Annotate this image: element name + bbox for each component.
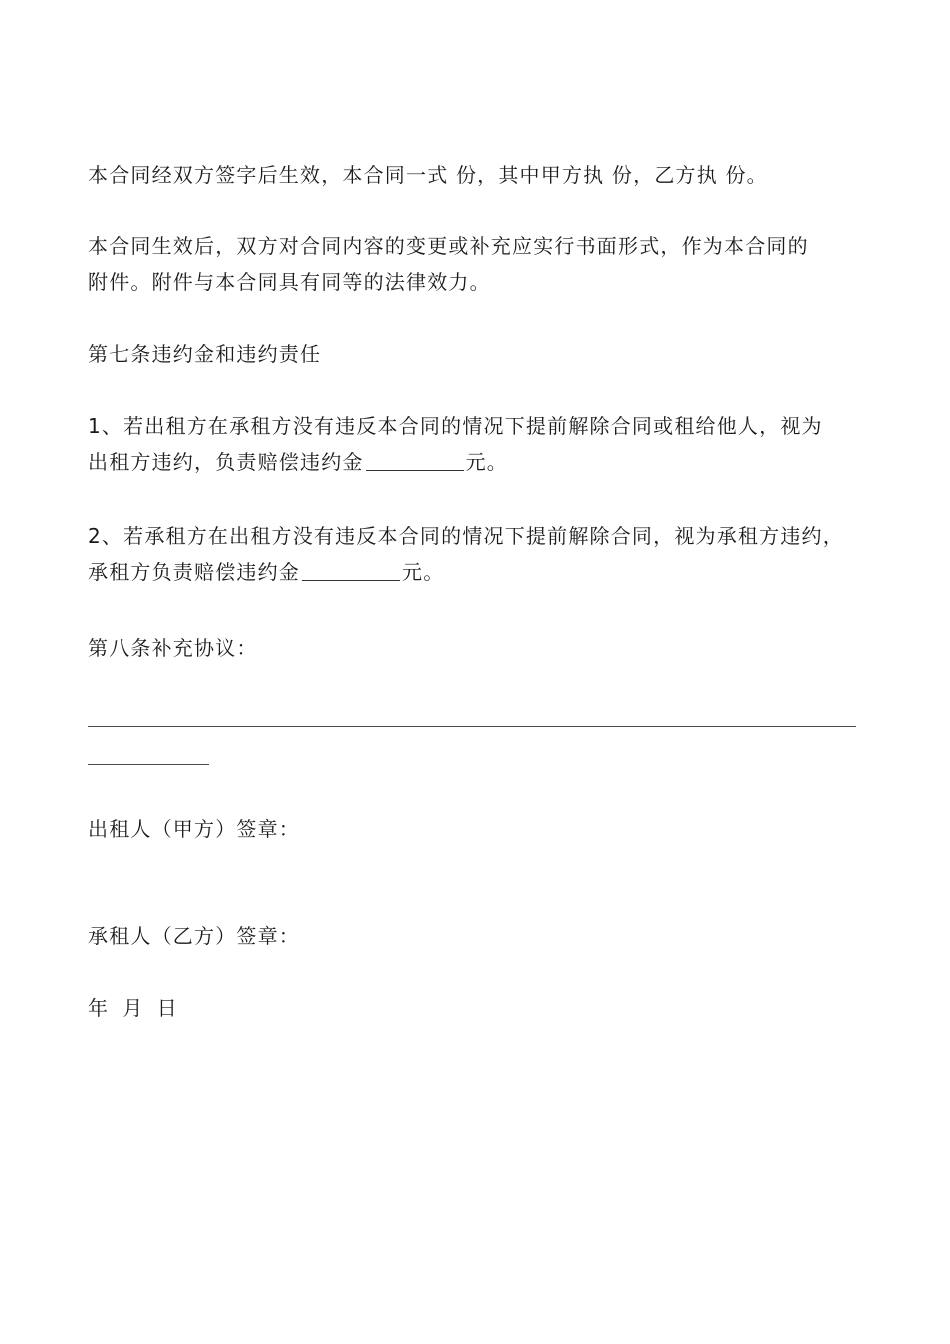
lessor-signature [88, 811, 868, 847]
article-7-item-2 [88, 518, 868, 590]
heading-text: 第七条违约金和违约责任 [88, 342, 322, 366]
lessee-signature [88, 918, 868, 954]
article-7-item-1 [88, 408, 868, 480]
paragraph-line: 附件。附件与本合同具有同等的法律效力。 [88, 270, 491, 294]
article-7-title [88, 336, 868, 372]
date-text: 年 月 日 [88, 996, 181, 1020]
supplement-blank-line-short [88, 764, 209, 765]
item-text-suffix: 元。 [402, 560, 445, 584]
item-text-suffix: 元。 [465, 450, 509, 474]
paragraph-line [88, 444, 868, 480]
item-text: 承租方负责赔偿违约金 [88, 560, 300, 584]
signature-label: 承租人（乙方）签章： [88, 924, 300, 948]
supplement-blank-line [88, 726, 856, 727]
paragraph-line: 1、若出租方在承租方没有违反本合同的情况下提前解除合同或租给他人，视为 [88, 414, 823, 438]
paragraph-line: 本合同生效后，双方对合同内容的变更或补充应实行书面形式，作为本合同的 [88, 234, 809, 258]
date-line [88, 990, 868, 1026]
heading-text: 第八条补充协议： [88, 636, 258, 660]
signature-label: 出租人（甲方）签章： [88, 817, 300, 841]
paragraph-amendment [88, 228, 868, 300]
paragraph-effective [88, 157, 868, 193]
amount-blank [302, 560, 400, 581]
article-8-title [88, 630, 868, 666]
paragraph-line: 本合同经双方签字后生效，本合同一式 份，其中甲方执 份，乙方执 份。 [88, 163, 768, 187]
paragraph-line [88, 554, 868, 590]
amount-blank [366, 450, 464, 471]
paragraph-line: 2、若承租方在出租方没有违反本合同的情况下提前解除合同，视为承租方违约， [88, 524, 844, 548]
item-text: 出租方违约，负责赔偿违约金 [88, 450, 364, 474]
